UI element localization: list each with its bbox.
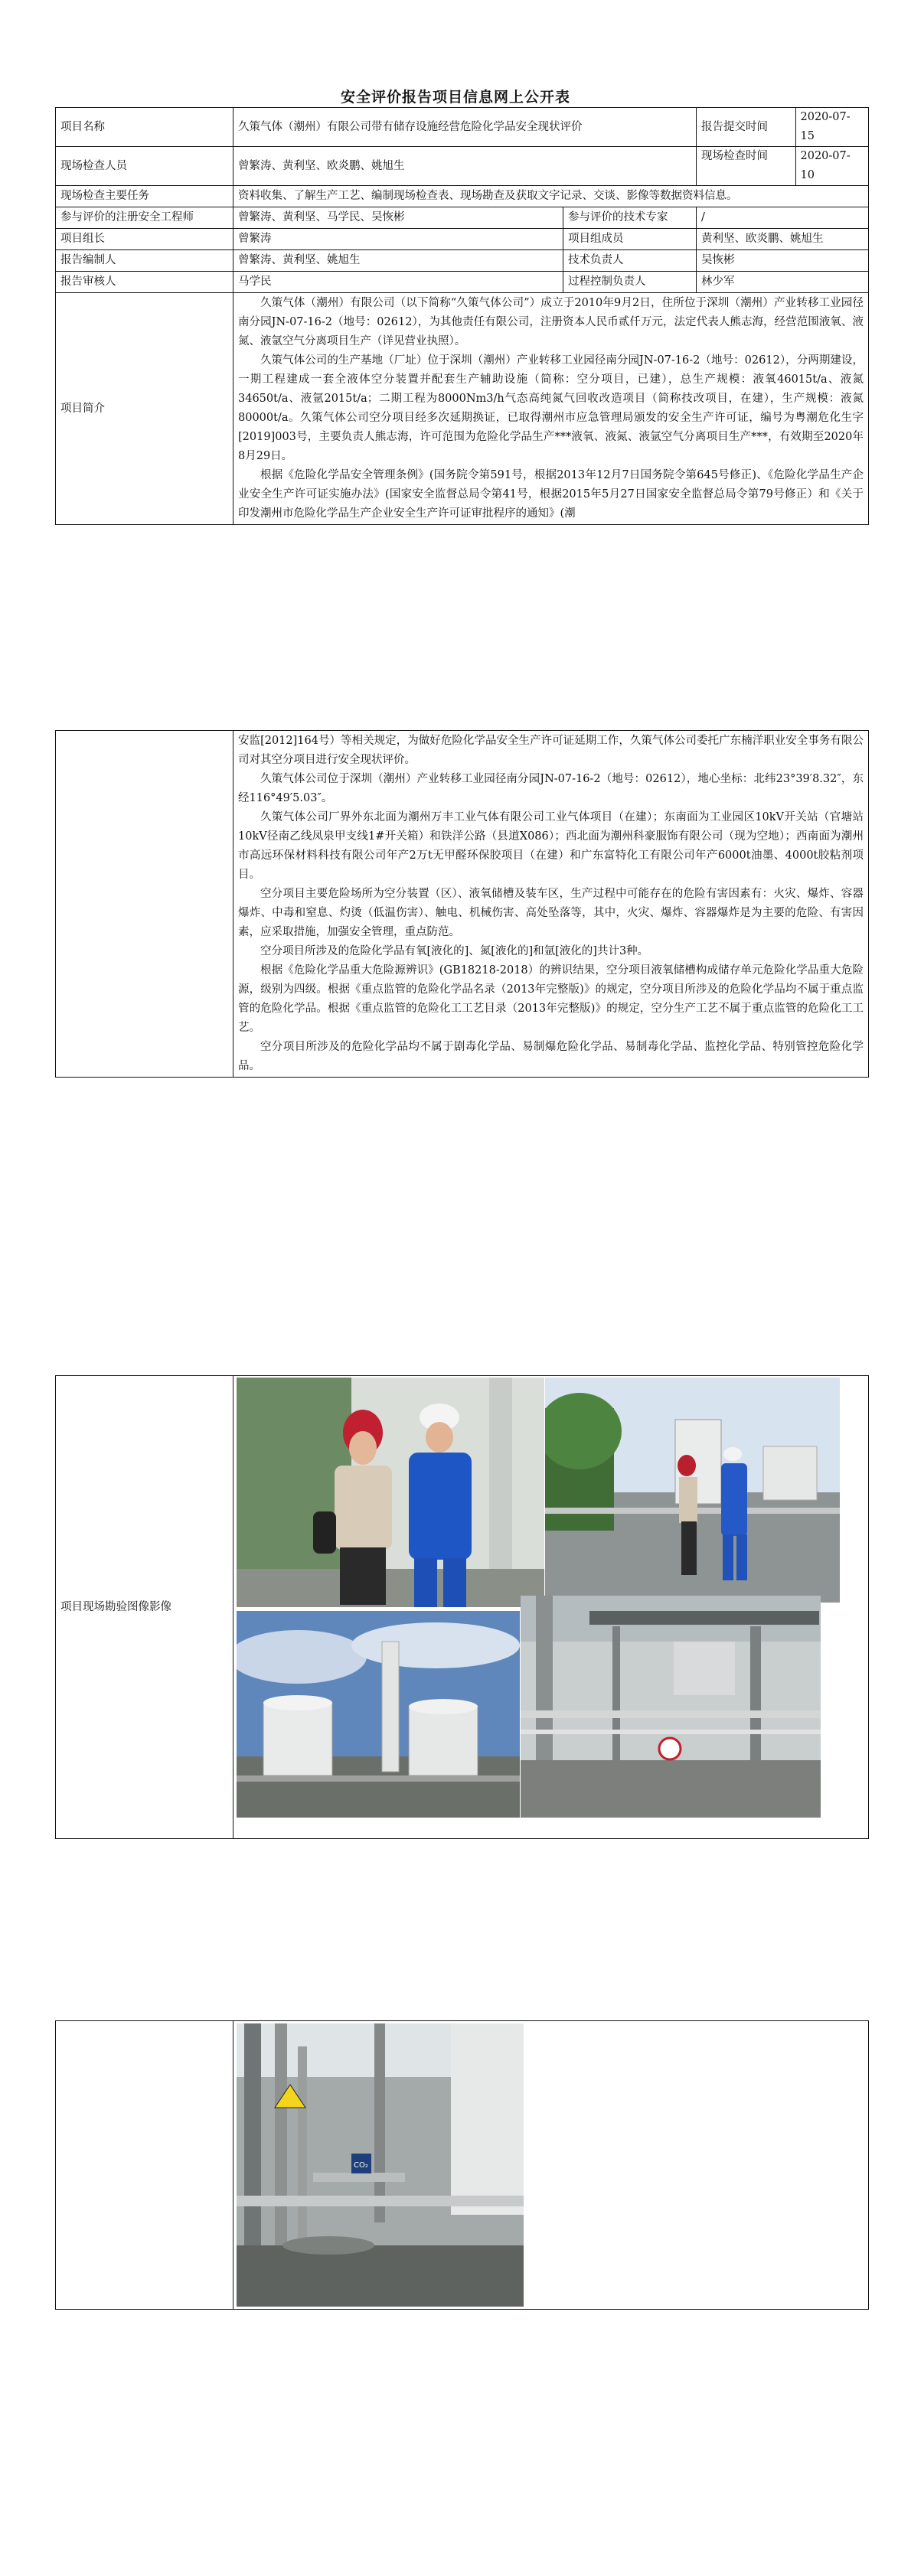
photo-storage-tanks (237, 1611, 520, 1818)
photos-label-empty (56, 2021, 233, 2310)
table-row (56, 108, 869, 147)
photo-loading-platform (521, 1596, 821, 1818)
tech-lead-label: 技术负责人 (563, 250, 697, 272)
report-submit-date: 2020-07-15 (800, 111, 851, 142)
inspect-date: 2020-07-10 (800, 150, 851, 181)
authors: 曾繁涛、黄利坚、姚旭生 (233, 250, 563, 272)
project-name-label: 项目名称 (56, 108, 233, 147)
inspectors: 曾繁涛、黄利坚、欧炎鹏、姚旭生 (233, 147, 697, 186)
intro-text (233, 293, 869, 525)
report-submit-label: 报告提交时间 (697, 108, 795, 146)
leader: 曾繁涛 (233, 229, 563, 250)
table-row (56, 293, 869, 525)
members: 黄利坚、欧炎鹏、姚旭生 (697, 229, 869, 250)
authors-label: 报告编制人 (56, 250, 233, 272)
inspect-time-label: 现场检查时间 (697, 147, 795, 185)
photo-inspectors (237, 1378, 544, 1607)
intro-paragraph: 空分项目所涉及的危险化学品均不属于剧毒化学品、易制爆危险化学品、易制毒化学品、监控化学品、特别管控危险化学品。 (238, 1041, 864, 1072)
reviewer-label: 报告审核人 (56, 272, 233, 293)
experts-label: 参与评价的技术专家 (563, 207, 697, 229)
intro-paragraph: 久策气体公司厂界外东北面为潮州万丰工业气体有限公司工业气体项目（在建）；东南面为工业园区10kV开关站（官塘站10kV径南乙线凤泉甲支线1#开关箱）和铁洋公路（县道X086）；西北面为潮州科豪服饰有限公司（现为空地）；西南面为潮州市高远环保材料科技有限公司年产2万t无甲醛环保胶项目（在建）和广东富特化工有限公司年产6000t油墨、4000t胶粘剂项目。 (238, 811, 864, 881)
leader-label: 项目组长 (56, 229, 233, 250)
intro-continued-table (55, 730, 869, 1078)
table-row (56, 250, 869, 272)
process-lead-label: 过程控制负责人 (563, 272, 697, 293)
intro-text-continued (233, 731, 869, 1078)
table-row (56, 186, 869, 207)
page-title: 安全评价报告项目信息网上公开表 (340, 89, 570, 106)
project-info-table (55, 107, 869, 525)
co2-sign: CO₂ (354, 2161, 368, 2170)
project-name: 久策气体（潮州）有限公司带有储存设施经营危险化学品安全现状评价 (233, 108, 697, 147)
process-lead: 林少军 (697, 272, 869, 293)
intro-paragraph: 空分项目主要危险场所为空分装置（区）、液氧储槽及装车区，生产过程中可能存在的危险有害因素有：火灾、爆炸、容器爆炸、中毒和窒息、灼烫（低温伤害）、触电、机械伤害、高处坠落等，其中，火灾、爆炸、容器爆炸是为主要的危险、有害因素，应采取措施，加强安全管理，重点防范。 (238, 888, 864, 938)
inspectors-label: 现场检查人员 (56, 147, 233, 186)
intro-paragraph: 久策气体公司位于深圳（潮州）产业转移工业园径南分园JN-07-16-2（地号：02612），地心坐标：北纬23°39′8.32″，东经116°49′5.03″。 (238, 773, 864, 804)
intro-paragraph: 根据《危险化学品重大危险源辨识》(GB18218-2018）的辨识结果，空分项目液氧储槽构成储存单元危险化学品重大危险源，级别为四级。根据《重点监管的危险化学品名录（2013年完整版)》的规定，空分项目所涉及的危险化学品均不属于重点监管的危险化学品。根据《重点监管的危险化工工艺目录（2013年完整版)》的规定，空分生产工艺不属于重点监管的危险化工工艺。 (238, 964, 864, 1034)
experts: / (697, 207, 869, 229)
photos-label: 项目现场勘验图像影像 (56, 1376, 233, 1839)
table-row (56, 207, 869, 229)
table-row (56, 229, 869, 250)
intro-paragraph: 空分项目所涉及的危险化学品有氧[液化的]、氮[液化的]和氩[液化的]共计3种。 (260, 945, 649, 957)
members-label: 项目组成员 (563, 229, 697, 250)
intro-label-empty (56, 731, 233, 1078)
engineers-label: 参与评价的注册安全工程师 (56, 207, 233, 229)
engineers: 曾繁涛、黄利坚、马学民、吴恢彬 (233, 207, 563, 229)
intro-paragraph: 久策气体（潮州）有限公司（以下简称“久策气体公司”）成立于2010年9月2日，住所位于深圳（潮州）产业转移工业园径南分园JN-07-16-2（地号：02612），为其他责任有限公司，注册资本人民币贰仟万元，法定代表人熊志海，经营范围液氧、液氮、液氩空气分离项目生产（详见营业执照）。 (238, 297, 864, 347)
tasks-label: 现场检查主要任务 (56, 186, 233, 207)
tech-lead: 吴恢彬 (697, 250, 869, 272)
table-row (56, 272, 869, 293)
intro-paragraph: 根据《危险化学品安全管理条例》(国务院令第591号，根据2013年12月7日国务院令第645号修正)、《危险化学品生产企业安全生产许可证实施办法》(国家安全监督总局令第41号，根据2015年5月27日国家安全监督总局令第79号修正）和《关于印发潮州市危险化学品生产企业安全生产许可证审批程序的通知》(潮 (238, 469, 864, 520)
photo-pipes-valves (237, 2023, 524, 2307)
table-row (56, 731, 869, 1078)
reviewer: 马学民 (233, 272, 563, 293)
table-row (56, 147, 869, 186)
tasks: 资料收集、了解生产工艺、编制现场检查表、现场勘查及获取文字记录、交谈、影像等数据资料信息。 (233, 186, 869, 207)
intro-paragraph: 安监[2012]164号）等相关规定，为做好危险化学品安全生产许可证延期工作，久策气体公司委托广东楠洋职业安全事务有限公司对其空分项目进行安全现状评价。 (238, 735, 864, 766)
inspect-time-cell (697, 147, 869, 186)
intro-label: 项目简介 (56, 293, 233, 525)
photo-site-outdoor (545, 1378, 840, 1603)
intro-paragraph: 久策气体公司的生产基地（厂址）位于深圳（潮州）产业转移工业园径南分园JN-07-16-2（地号：02612），分两期建设，一期工程建成一套全液体空分装置并配套生产辅助设施（简称：空分项目，已建），总生产规模：液氧46015t/a、液氮34650t/a、液氩2015t/a；二期工程为8000Nm3/h气态高纯氮气回收改造项目（简称技改项目，在建），生产规模：液氮80000t/a。久策气体公司空分项目经多次延期换证，已取得潮州市应急管理局颁发的安全生产许可证，编号为粤潮危化生字[2019]003号，主要负责人熊志海，许可范围为危险化学品生产***液氧、液氮、液氩空气分离项目生产***，有效期至2020年8月29日。 (238, 354, 864, 462)
report-submit-cell (697, 108, 869, 147)
